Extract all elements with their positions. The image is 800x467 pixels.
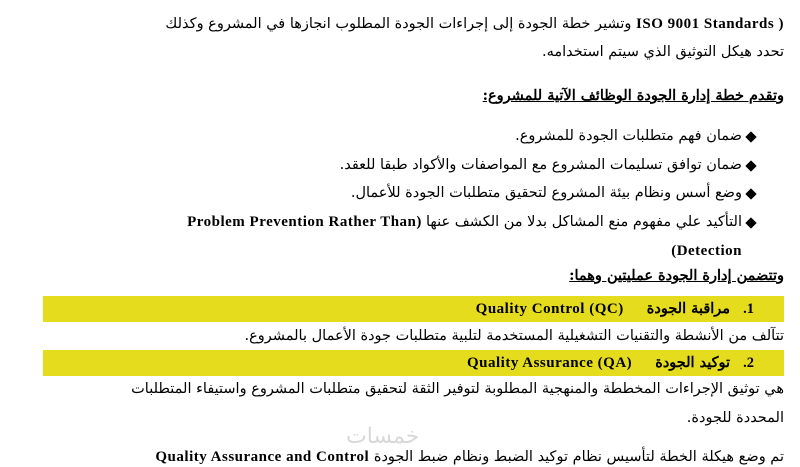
diamond-bullet-icon <box>745 188 756 199</box>
process-1-arabic: مراقبة الجودة <box>646 300 731 317</box>
intro-line-1 <box>40 14 784 34</box>
list-item: ضمان توافق تسليمات المشروع مع المواصفات والأكواد طبقا للعقد. <box>339 157 742 173</box>
process-1-band <box>43 296 784 322</box>
cut-off-english: Quality Assurance and Control <box>155 449 370 465</box>
bullet-4-continuation <box>40 241 742 261</box>
process-2-number: 2. <box>743 355 754 371</box>
process-1-english: Quality Control (QC) <box>475 301 624 317</box>
process-1-title <box>476 296 754 322</box>
process-2-title <box>467 350 754 376</box>
diamond-bullet-icon <box>745 131 756 142</box>
diamond-bullet-icon <box>745 160 756 171</box>
intro-text-1: وتشير خطة الجودة إلى إجراءات الجودة المطلوب انجازها في المشروع وكذلك <box>165 16 632 32</box>
bullet-4-english: (Problem Prevention Rather Than <box>187 214 422 230</box>
process-2-band <box>43 350 784 376</box>
process-1-number: 1. <box>743 301 754 317</box>
list-item <box>50 212 742 232</box>
processes-heading: وتتضمن إدارة الجودة عمليتين وهما: <box>569 267 784 284</box>
bullet-4-english-2: Detection) <box>671 243 742 259</box>
intro-line-2: تحدد هيكل التوثيق الذي سيتم استخدامه. <box>542 44 784 60</box>
process-2-english: Quality Assurance (QA) <box>467 355 633 371</box>
watermark-logo: خمسات <box>346 424 420 449</box>
bullet-4-text: التأكيد علي مفهوم منع المشاكل بدلا من الكشف عنها <box>426 214 742 230</box>
process-2-description-2: المحددة للجودة. <box>686 410 784 426</box>
cut-off-line <box>40 447 784 467</box>
diamond-bullet-icon <box>745 217 756 228</box>
process-2-arabic: توكيد الجودة <box>655 354 731 371</box>
cut-off-arabic: تم وضع هيكلة الخطة لتأسيس نظام توكيد الضبط ونظام ضبط الجودة <box>373 449 784 465</box>
list-item: ضمان فهم متطلبات الجودة للمشروع. <box>515 128 742 144</box>
list-item: وضع أسس ونظام بيئة المشروع لتحقيق متطلبات الجودة للأعمال. <box>350 185 742 201</box>
process-1-description: تتآلف من الأنشطة والتقنيات التشغيلية المستخدمة لتلبية متطلبات جودة الأعمال بالمشروع. <box>244 328 784 344</box>
functions-heading: وتقدم خطة إدارة الجودة الوظائف الآتية للمشروع: <box>482 87 784 104</box>
process-2-description-1: هي توثيق الإجراءات المخططة والمنهجية المطلوبة لتوفير الثقة لتحقيق متطلبات المشروع واستيفاء المتطلبات <box>131 381 784 397</box>
iso-standard-text: ( ISO 9001 Standards <box>636 16 784 32</box>
